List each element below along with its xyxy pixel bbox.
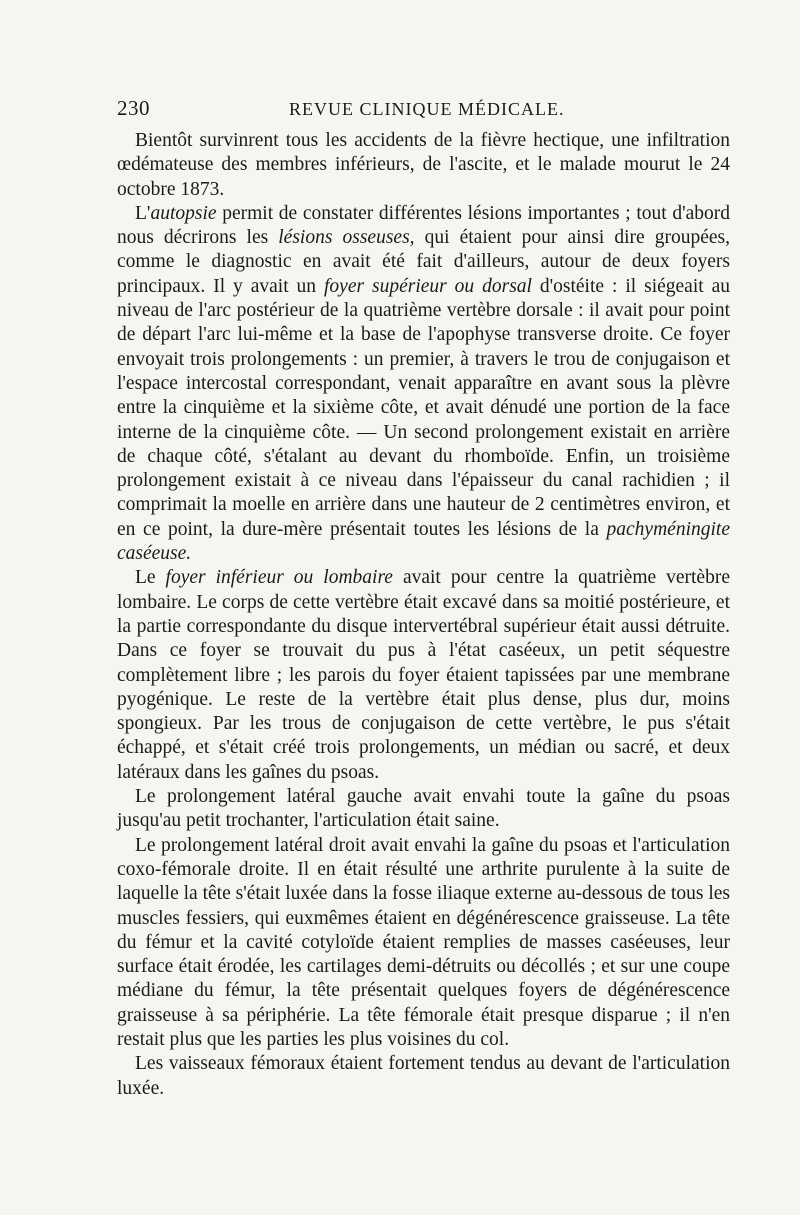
paragraph bbox=[117, 834, 730, 1053]
italic-run: foyer supérieur ou dorsal bbox=[324, 275, 532, 297]
text-run: L' bbox=[135, 202, 151, 224]
paragraph bbox=[117, 785, 730, 834]
italic-run: foyer inférieur ou lombaire bbox=[165, 567, 393, 589]
text-run: Le prolongement latéral droit avait envahi la gaîne du psoas et l'articulation coxo-fémorale droite. Il en était résulté une arthrite purulente à la suite de laquelle la tête s'était luxée dans la fosse iliaque externe au-dessous de tous les muscles fessiers, qui euxmêmes étaient en dégénérescence graisseuse. La tête du fémur et la cavité cotyloïde étaient remplies de masses caséeuses, leur surface était érodée, les cartilages demi-détruits ou décollés ; et sur une coupe médiane du fémur, la tête présentait quelques foyers de dégénérescence graisseuse à sa périphérie. La tête fémorale était presque disparue ; il n'en restait plus que les parties les plus voisines du col. bbox=[117, 834, 730, 1050]
italic-run: pachyméningite caséeuse. bbox=[117, 518, 730, 565]
paragraph bbox=[117, 129, 730, 202]
text-run: Les vaisseaux fémoraux étaient fortement tendus au devant de l'articulation luxée. bbox=[117, 1053, 730, 1099]
text-run: Le prolongement latéral gauche avait envahi toute la gaîne du psoas jusqu'au petit trochanter, l'articulation était saine. bbox=[117, 786, 730, 832]
text-run: Le bbox=[135, 567, 166, 589]
text-run: qui étaient pour ainsi dire groupées, comme le diagnostic en avait été fait d'ailleurs, autour de deux foyers principaux. Il y avait un bbox=[117, 227, 730, 297]
paragraph bbox=[117, 202, 730, 566]
text-run: Bientôt survinrent tous les accidents de la fièvre hectique, une infiltration œdémateuse des membres inférieurs, de l'ascite, et le malade mourut le 24 octobre 1873. bbox=[117, 130, 730, 200]
page-number: 230 bbox=[117, 96, 150, 120]
text-run: avait pour centre la quatrième vertèbre lombaire. Le corps de cette vertèbre était excavé dans sa moitié postérieure, et la partie correspondante du disque intervertébral supérieur était aussi détruite. Dans ce foyer se trouvait du pus à l'état caséeux, un petit séquestre complètement libre ; les parois du foyer étaient tapissées par une membrane pyogénique. Le reste de la vertèbre était plus dense, plus dur, moins spongieux. Par les trous de conjugaison de cette vertèbre, le pus s'était échappé, et s'était créé trois prolongements, un médian ou sacré, et deux latéraux dans les gaînes du psoas. bbox=[117, 567, 730, 783]
italic-run: lésions osseuses, bbox=[278, 227, 415, 249]
text-run: permit de constater différentes lésions importantes ; tout d'abord nous décrirons les bbox=[117, 202, 730, 249]
running-title: REVUE CLINIQUE MÉDICALE. bbox=[289, 99, 565, 119]
body-text bbox=[117, 129, 730, 1101]
text-run: d'ostéite : il siégeait au niveau de l'arc postérieur de la quatrième vertèbre dorsale : il avait pour point de départ l'arc lui-même et la base de l'apophyse transverse droite. Ce foyer envoyait trois prolongements : un premier, à travers le trou de conjugaison et l'espace intercostal correspondant, venait apparaître en avant sous la plèvre entre la cinquième et la sixième côte, et avait dénudé une portion de la face interne de la cinquième côte. — Un second prolongement existait en arrière de chaque côté, s'étalant au devant du rhomboïde. Enfin, un troisième prolongement existait à ce niveau dans l'épaisseur du canal rachidien ; il comprimait la moelle en arrière dans une hauteur de 2 centimètres environ, et en ce point, la dure-mère présentait toutes les lésions de la bbox=[117, 275, 730, 540]
page-header bbox=[117, 96, 730, 126]
paragraph bbox=[117, 566, 730, 785]
italic-run: autopsie bbox=[150, 202, 217, 224]
paragraph bbox=[117, 1052, 730, 1101]
